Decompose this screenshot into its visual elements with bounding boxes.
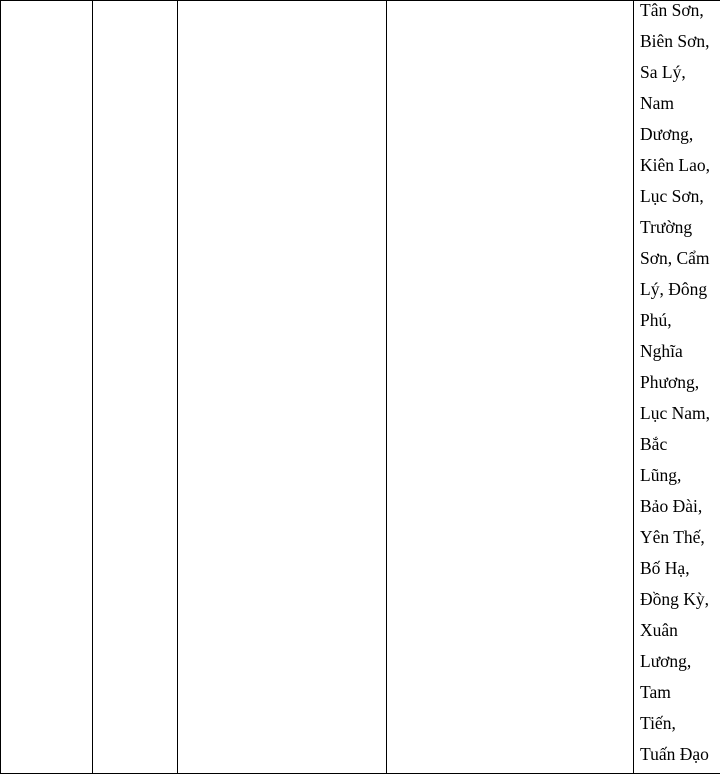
commune-line: Lương, (640, 646, 720, 677)
commune-line: Dương, (640, 119, 720, 150)
commune-line: Biên Sơn, (640, 26, 720, 57)
commune-line: Bảo Đài, (640, 491, 720, 522)
commune-line: Lục Nam, (640, 398, 720, 429)
commune-line: Lý, Đông (640, 274, 720, 305)
commune-line: Lũng, (640, 460, 720, 491)
commune-list (634, 0, 720, 770)
commune-line: Đồng Kỳ, (640, 584, 720, 615)
commune-line: Xuân (640, 615, 720, 646)
commune-line: Tiến, (640, 708, 720, 739)
commune-line: Bắc (640, 429, 720, 460)
table-cell-communes (634, 1, 720, 774)
commune-line: Nghĩa (640, 336, 720, 367)
commune-line: Lục Sơn, (640, 181, 720, 212)
table-row (1, 1, 720, 774)
commune-line: Sơn, Cẩm (640, 243, 720, 274)
commune-line: Phú, (640, 305, 720, 336)
table-cell-col2 (93, 1, 178, 774)
table-cell-col4 (387, 1, 634, 774)
table-cell-col3 (178, 1, 387, 774)
commune-line: Tam (640, 677, 720, 708)
commune-line: Sa Lý, (640, 57, 720, 88)
commune-line: Trường (640, 212, 720, 243)
commune-line: Yên Thế, (640, 522, 720, 553)
commune-line: Phương, (640, 367, 720, 398)
commune-line: Tân Sơn, (640, 0, 720, 26)
commune-line: Nam (640, 88, 720, 119)
commune-line: Tuấn Đạo (640, 739, 720, 770)
table-cell-col1 (1, 1, 93, 774)
commune-line: Bố Hạ, (640, 553, 720, 584)
commune-line: Kiên Lao, (640, 150, 720, 181)
